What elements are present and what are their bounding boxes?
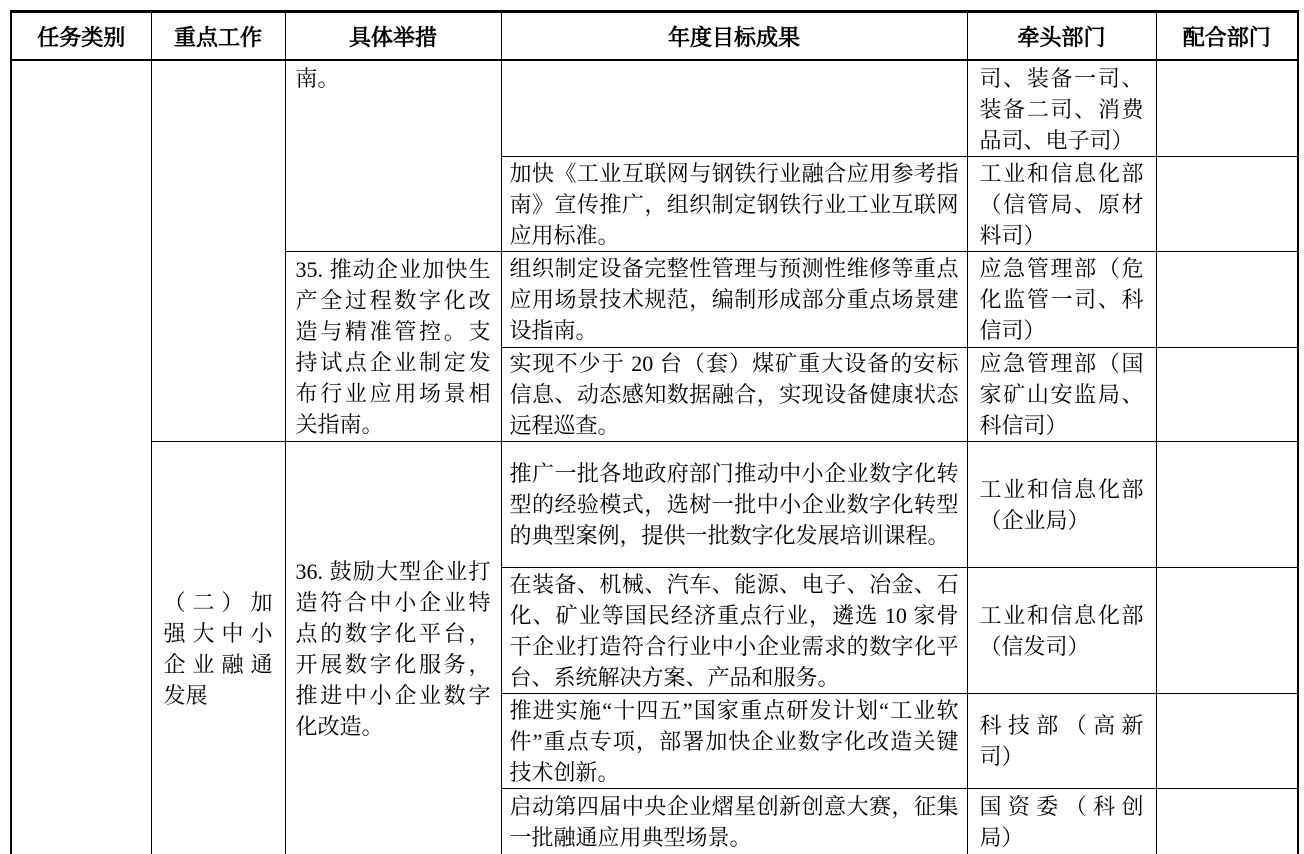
cell-outcome-7: 推进实施“十四五”国家重点研发计划“工业软件”重点专项，部署加快企业数字化改造关键技术创新。 (501, 694, 967, 789)
cell-outcome-3: 组织制定设备完整性管理与预测性维修等重点应用场景技术规范，编制形成部分重点场景建设指南。 (501, 252, 967, 348)
cell-support-6 (1156, 568, 1298, 694)
cell-lead-5: 工业和信息化部（企业局） (967, 442, 1156, 568)
cell-outcome-2: 加快《工业互联网与钢铁行业融合应用参考指南》宣传推广，组织制定钢铁行业工业互联网应用标准。 (501, 157, 967, 252)
cell-outcome-1 (501, 60, 967, 157)
cell-measure-35: 35. 推动企业加快生产全过程数字化改造与精准管控。支持试点企业制定发布行业应用场景相关指南。 (285, 252, 501, 442)
cell-measure-continuation: 南。 (285, 60, 501, 252)
cell-support-3 (1156, 252, 1298, 348)
cell-support-8 (1156, 789, 1298, 854)
cell-lead-1: 司、装备一司、装备二司、消费品司、电子司） (967, 60, 1156, 157)
cell-outcome-6: 在装备、机械、汽车、能源、电子、冶金、石化、矿业等国民经济重点行业，遴选 10 家骨干企业打造符合行业中小企业需求的数字化平台、系统解决方案、产品和服务。 (501, 568, 967, 694)
table-row (11, 60, 1298, 157)
work-plan-table (10, 10, 1299, 854)
header-row (11, 12, 1298, 61)
header-support-department: 配合部门 (1156, 12, 1298, 61)
cell-lead-8: 国资委（科创局） (967, 789, 1156, 854)
cell-outcome-4: 实现不少于 20 台（套）煤矿重大设备的安标信息、动态感知数据融合，实现设备健康状态远程巡查。 (501, 348, 967, 442)
cell-support-5 (1156, 442, 1298, 568)
header-annual-outcomes: 年度目标成果 (501, 12, 967, 61)
cell-lead-2: 工业和信息化部（信管局、原材料司） (967, 157, 1156, 252)
cell-support-1 (1156, 60, 1298, 157)
cell-support-4 (1156, 348, 1298, 442)
cell-lead-3: 应急管理部（危化监管一司、科信司） (967, 252, 1156, 348)
cell-lead-6: 工业和信息化部（信发司） (967, 568, 1156, 694)
cell-measure-36: 36. 鼓励大型企业打造符合中小企业特点的数字化平台，开展数字化服务，推进中小企业数字化改造。 (285, 442, 501, 854)
cell-key-work-2: （二）加强大中小企业融通发展 (151, 442, 285, 854)
header-key-work: 重点工作 (151, 12, 285, 61)
cell-outcome-5: 推广一批各地政府部门推动中小企业数字化转型的经验模式，选树一批中小企业数字化转型的典型案例，提供一批数字化发展培训课程。 (501, 442, 967, 568)
header-lead-department: 牵头部门 (967, 12, 1156, 61)
cell-key-work-blank (151, 60, 285, 442)
cell-lead-4: 应急管理部（国家矿山安监局、科信司） (967, 348, 1156, 442)
table-row (11, 442, 1298, 568)
header-measures: 具体举措 (285, 12, 501, 61)
cell-task-category (11, 60, 151, 854)
header-task-category: 任务类别 (11, 12, 151, 61)
cell-support-2 (1156, 157, 1298, 252)
cell-lead-7: 科技部（高新司） (967, 694, 1156, 789)
cell-support-7 (1156, 694, 1298, 789)
cell-outcome-8: 启动第四届中央企业熠星创新创意大赛，征集一批融通应用典型场景。 (501, 789, 967, 854)
